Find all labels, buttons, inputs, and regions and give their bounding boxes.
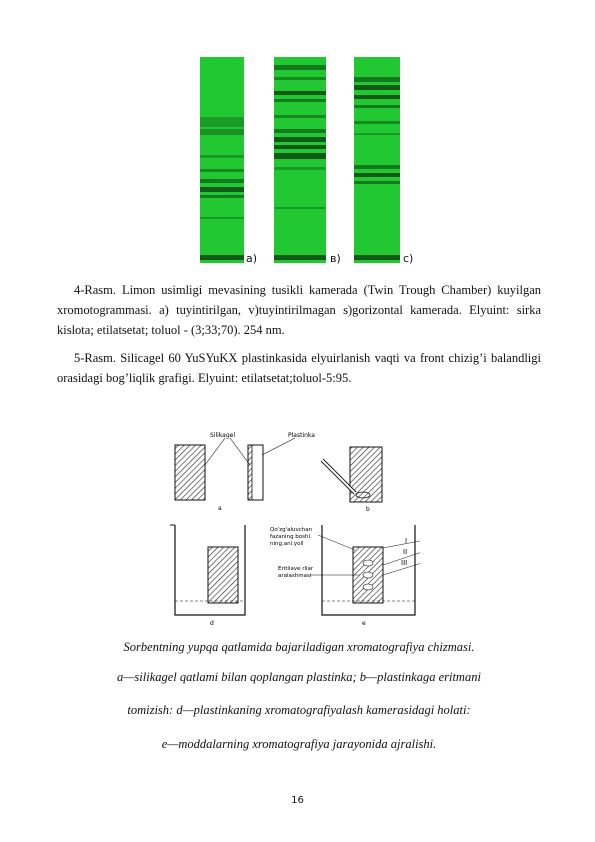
tlc-plate-c (354, 57, 400, 263)
paragraph-fig5: 5-Rasm. Silicagel 60 YuSYuKX plastinkasida elyuirlanish vaqti va front chizig’i balandligi orasidagi bog’liqlik grafigi. Elyuint: etilatsetat;toluol-5:95. (57, 351, 541, 385)
plate-label-c: c) (403, 252, 414, 265)
note-mixture-2: aralashmasi (278, 573, 312, 579)
label-d: d (210, 620, 214, 625)
tlc-plate-a (200, 57, 244, 263)
caption-line-1: Sorbentning yupqa qatlamida bajariladigan xromatografiya chizmasi. (123, 640, 475, 654)
chromatography-diagram (170, 425, 420, 625)
label-plastinka: Plastinka (288, 432, 315, 439)
note-mobile-phase-3: ning.ani.yoll (270, 541, 304, 547)
roman-1: I (405, 537, 408, 545)
caption-line-3: tomizish: d—plastinkaning xromatografiyalash kamerasidagi holati: (127, 703, 471, 717)
page-number: 16 (291, 795, 304, 806)
note-mobile-phase-2: fazaning boshl. (270, 534, 312, 540)
paragraph-fig4: 4-Rasm. Limon usimligi mevasining tusikli kamerada (Twin Trough Chamber) kuyilgan xromotogrammasi. a) tuyintirilgan, v)tuyintirilmagan s)gorizontal kamerada. Elyuint: sirka kislota; etilatsetat; toluol - (3;33;70). 254 nm. (57, 283, 541, 337)
caption-line-4: e—moddalarning xromatografiya jarayonida ajralishi. (161, 737, 437, 751)
label-a: a (218, 505, 222, 512)
label-e: e (362, 620, 366, 625)
note-mobile-phase-1: Qo'zg'aluvchan (270, 527, 313, 533)
label-silikagel: Silikagel (210, 432, 236, 439)
tlc-plate-b (274, 57, 326, 263)
note-mixture-1: Eritilave rilar (278, 566, 314, 572)
label-b: b (366, 506, 370, 513)
plate-label-a: a) (246, 252, 258, 265)
roman-3: III (401, 559, 408, 567)
plate-label-b: в) (330, 252, 341, 265)
roman-2: II (403, 548, 408, 556)
caption-line-2: a—silikagel qatlami bilan qoplangan plastinka; b—plastinkaga eritmani (117, 670, 481, 684)
